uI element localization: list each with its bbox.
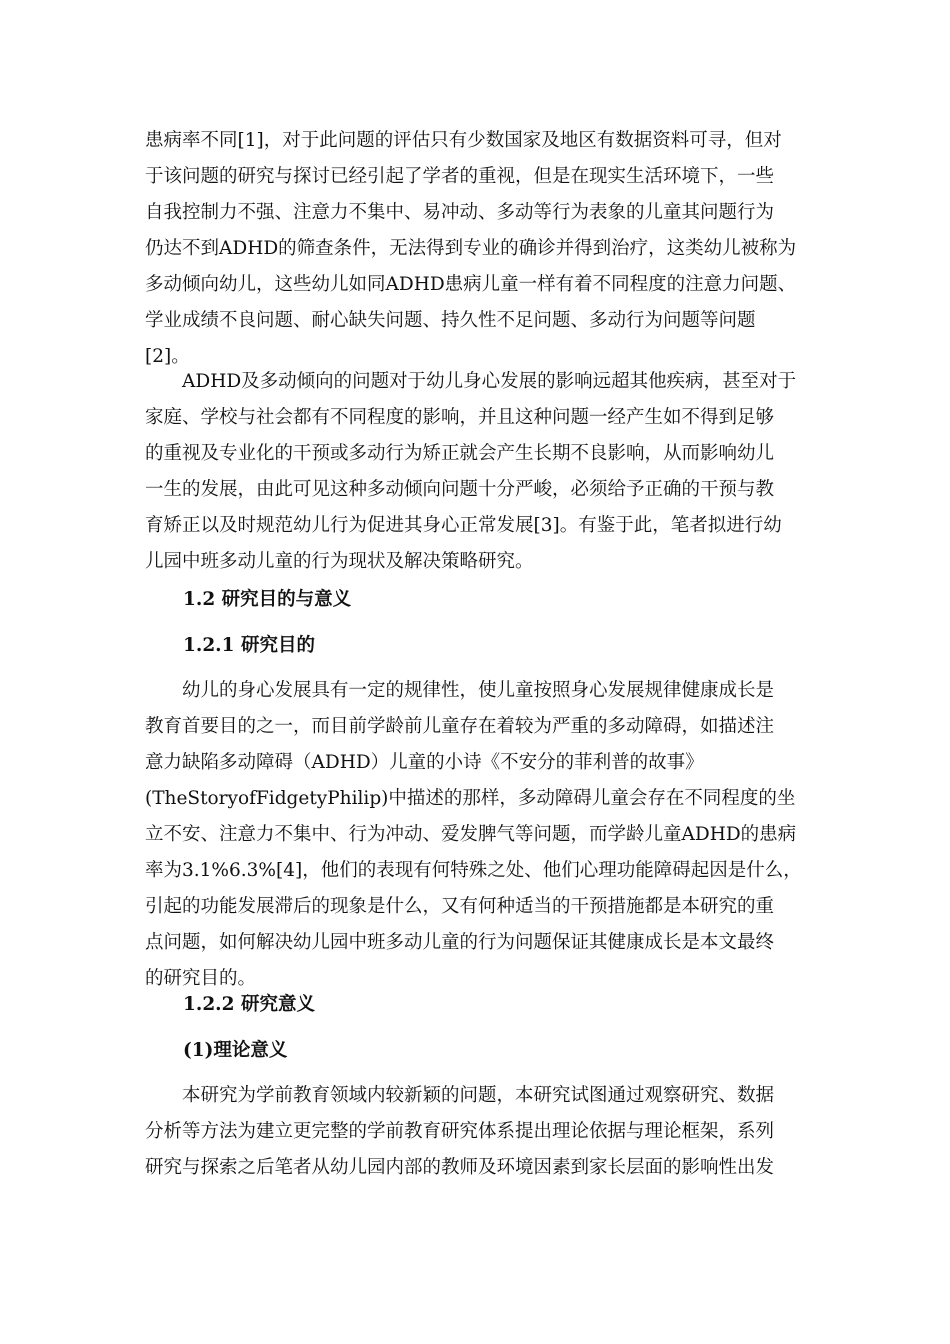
text-line: 一生的发展，由此可见这种多动倾向问题十分严峻，必须给予正确的干预与教 (145, 479, 775, 500)
subsection-heading-theory: (1)理论意义 (183, 1040, 288, 1061)
section-heading-1-2-2: 1.2.2 研究意义 (183, 994, 315, 1015)
text-line: 儿园中班多动儿童的行为现状及解决策略研究。 (145, 551, 534, 572)
text-line: 点问题，如何解决幼儿园中班多动儿童的行为问题保证其健康成长是本文最终 (145, 932, 775, 953)
text-line: 率为3.1%6.3%[4]，他们的表现有何特殊之处、他们心理功能障碍起因是什么， (145, 860, 802, 881)
text-line: 的重视及专业化的干预或多动行为矫正就会产生长期不良影响，从而影响幼儿 (145, 443, 775, 464)
text-line: 意力缺陷多动障碍（ADHD）儿童的小诗《不安分的菲利普的故事》 (145, 752, 704, 773)
text-line: 引起的功能发展滞后的现象是什么，又有何种适当的干预措施都是本研究的重 (145, 896, 775, 917)
text-line: 自我控制力不强、注意力不集中、易冲动、多动等行为表象的儿童其问题行为 (145, 202, 775, 223)
paragraph-3-text (145, 673, 825, 997)
paragraph-1 (145, 123, 825, 375)
text-line: 患病率不同[1]，对于此问题的评估只有少数国家及地区有数据资料可寻，但对 (145, 130, 782, 151)
paragraph-1-text (145, 123, 825, 375)
text-line: 育矫正以及时规范幼儿行为促进其身心正常发展[3]。有鉴于此，笔者拟进行幼 (145, 515, 782, 536)
text-line: 家庭、学校与社会都有不同程度的影响，并且这种问题一经产生如不得到足够 (145, 407, 775, 428)
paragraph-2-text (145, 364, 825, 580)
text-line: 教育首要目的之一，而目前学龄前儿童存在着较为严重的多动障碍，如描述注 (145, 716, 775, 737)
paragraph-2 (145, 364, 825, 580)
text-line: ADHD及多动倾向的问题对于幼儿身心发展的影响远超其他疾病，甚至对于 (145, 371, 797, 392)
section-heading-1-2: 1.2 研究目的与意义 (183, 589, 352, 610)
text-line: [2]。 (145, 346, 190, 367)
text-line: 于该问题的研究与探讨已经引起了学者的重视，但是在现实生活环境下，一些 (145, 166, 775, 187)
text-line: 幼儿的身心发展具有一定的规律性，使儿童按照身心发展规律健康成长是 (145, 680, 775, 701)
section-heading-1-2-1: 1.2.1 研究目的 (183, 635, 315, 656)
text-line: 研究与探索之后笔者从幼儿园内部的教师及环境因素到家长层面的影响性出发 (145, 1157, 775, 1178)
text-line: 多动倾向幼儿，这些幼儿如同ADHD患病儿童一样有着不同程度的注意力问题、 (145, 274, 797, 295)
text-line: (TheStoryofFidgetyPhilip)中描述的那样，多动障碍儿童会存在不同程度的坐 (145, 788, 796, 809)
paragraph-4 (145, 1078, 825, 1186)
text-line: 学业成绩不良问题、耐心缺失问题、持久性不足问题、多动行为问题等问题 (145, 310, 756, 331)
text-line: 仍达不到ADHD的筛查条件，无法得到专业的确诊并得到治疗，这类幼儿被称为 (145, 238, 797, 259)
paragraph-3 (145, 673, 825, 997)
text-line: 立不安、注意力不集中、行为冲动、爱发脾气等问题，而学龄儿童ADHD的患病 (145, 824, 797, 845)
text-line: 分析等方法为建立更完整的学前教育研究体系提出理论依据与理论框架，系列 (145, 1121, 775, 1142)
paragraph-4-text (145, 1078, 825, 1186)
text-line: 的研究目的。 (145, 968, 257, 989)
text-line: 本研究为学前教育领域内较新颖的问题，本研究试图通过观察研究、数据 (145, 1085, 775, 1106)
